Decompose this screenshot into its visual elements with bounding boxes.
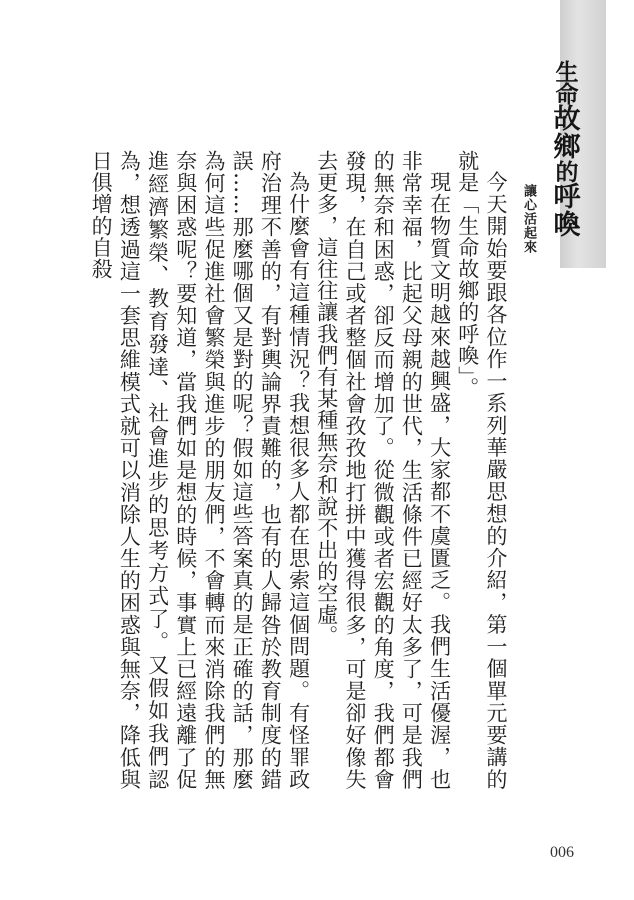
title-char: 呼: [553, 182, 581, 213]
title-char: 喚: [553, 210, 581, 241]
chapter-title: [538, 59, 596, 241]
title-char: 生: [555, 59, 579, 86]
title-char: 故: [553, 104, 581, 135]
paragraph: 為什麼會有這種情況？我想很多人都在思索這個問題。有怪罪政府治理不善的，有對輿論界責難的，也有的人歸咎於教育制度的錯誤……那麼哪個又是對的呢？假如這些答案真的是正確的話，那麼為何這些促進社會繁榮與進步的朋友們，不會轉而來消除我們的無奈與困惑呢？要知道，當我們如是想的時候，事實上已經遠離了促進經濟繁榮、教育發達、社會進步的思考方式了。又假如我們認為，想透過這一套思維模式就可以消除人生的困惑與無奈，降低與日俱增的自殺: [89, 150, 311, 790]
title-char: 的: [555, 159, 579, 186]
page-number: 006: [550, 844, 574, 861]
title-char: 鄉: [553, 132, 581, 163]
title-char: 命: [555, 81, 579, 108]
chapter-subtitle: 讓心活起來: [521, 184, 536, 254]
paragraph: 今天開始要跟各位作一系列華嚴思想的介紹，第一個單元要講的就是「生命故鄉的呼喚」。: [455, 150, 508, 790]
paragraph: 現在物質文明越來越興盛，大家都不虞匱乏。我們生活優渥，也非常幸福，比起父母親的世代，生活條件已經好太多了，可是我們的無奈和困惑，卻反而增加了。從微觀或者宏觀的角度，我們都會發現，在自己或者整個社會孜孜地打拼中獲得很多，可是卻好像失去更多，這往往讓我們有某種無奈和說不出的空虛。: [314, 150, 452, 790]
body-text: [87, 150, 510, 790]
